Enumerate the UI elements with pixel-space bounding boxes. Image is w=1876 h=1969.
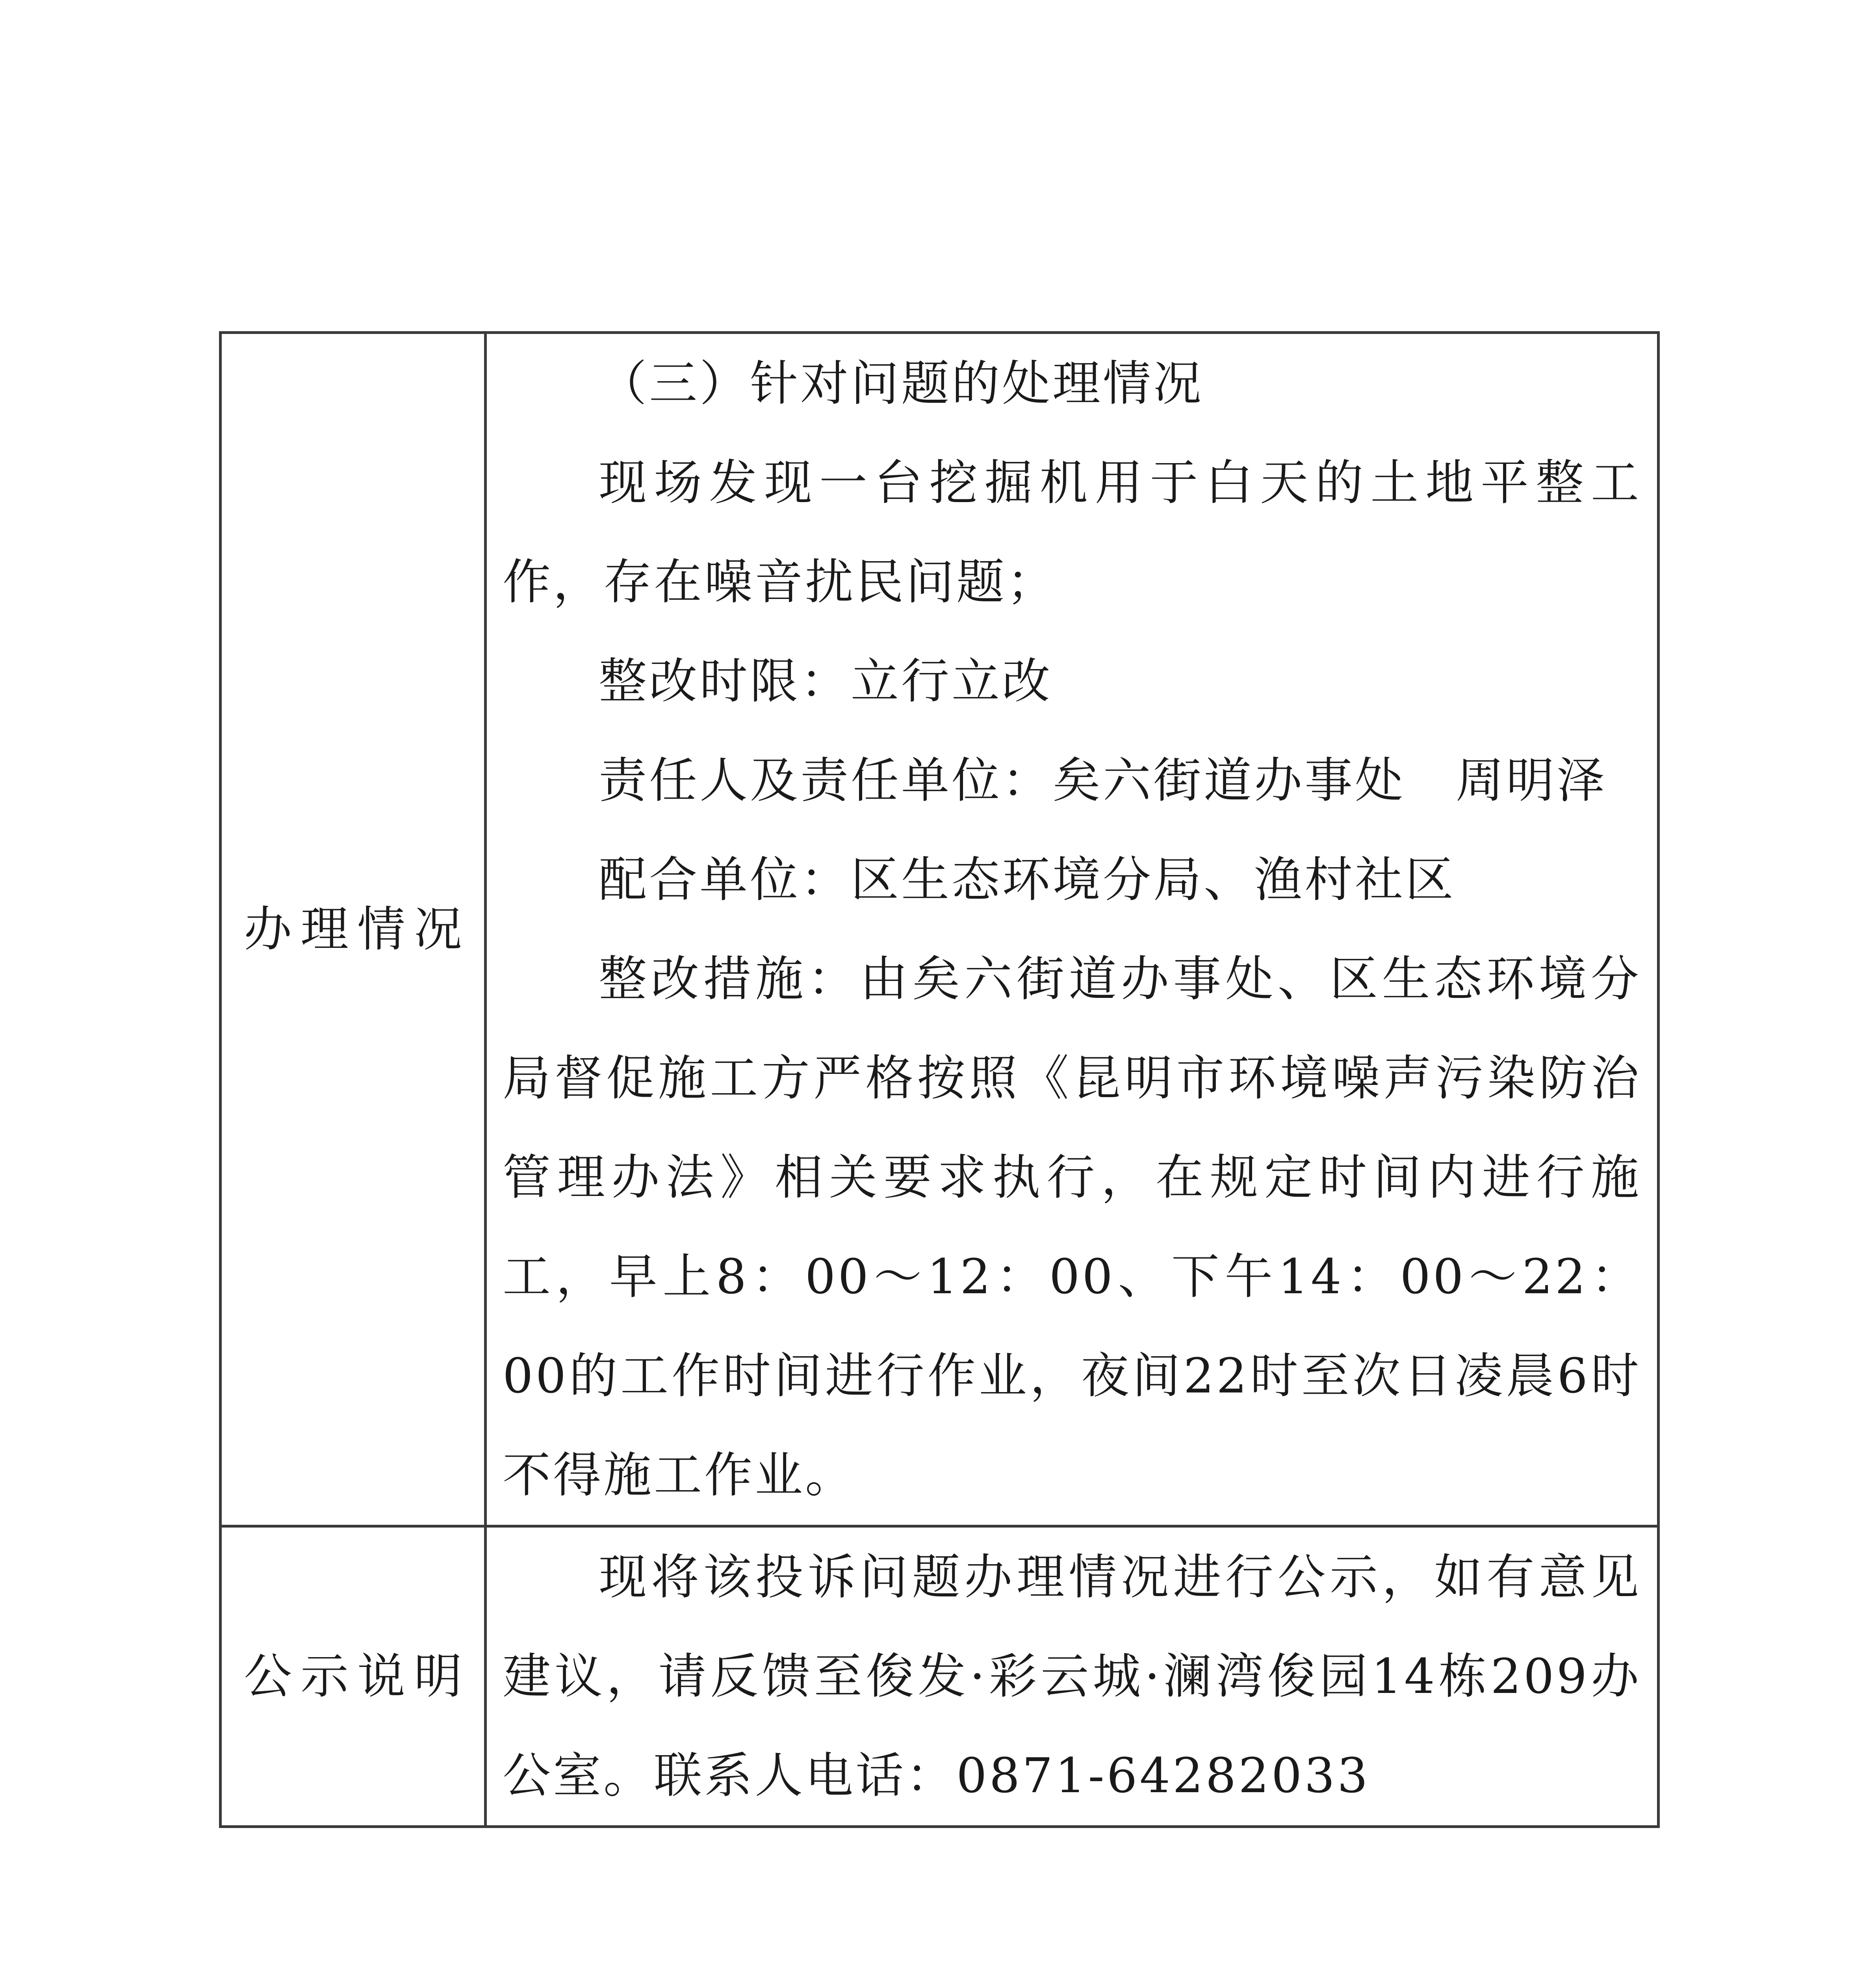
measures-paragraph: 整改措施：由矣六街道办事处、区生态环境分局督促施工方严格按照《昆明市环境噪声污染防治管理办法》相关要求执行，在规定时间内进行施工，早上8：00～12：00、下午14：00～22：00的工作时间进行作业，夜间22时至次日凌晨6时不得施工作业。 (503, 951, 1641, 1503)
notice-content-cell (486, 1526, 1659, 1827)
table-row-handling (221, 333, 1659, 1526)
deadline-paragraph: 整改时限：立行立改 (599, 653, 1052, 709)
handling-content-cell (486, 333, 1659, 1526)
section-heading: （三）针对问题的处理情况 (599, 356, 1204, 412)
handling-label-cell (221, 333, 486, 1526)
finding-paragraph: 现场发现一台挖掘机用于白天的土地平整工作，存在噪音扰民问题； (503, 455, 1641, 610)
responsible-paragraph: 责任人及责任单位：矣六街道办事处 周明泽 (599, 753, 1607, 808)
notice-label: 公示说明 (244, 1648, 471, 1704)
cooperating-paragraph: 配合单位：区生态环境分局、渔村社区 (599, 852, 1456, 908)
table-row-notice (221, 1526, 1659, 1827)
complaint-handling-table (219, 331, 1660, 1828)
notice-paragraph: 现将该投诉问题办理情况进行公示，如有意见建议，请反馈至俊发·彩云城·澜湾俊园14栋209办公室。联系人电话：0871-64282033 (503, 1549, 1641, 1804)
handling-label: 办理情况 (244, 901, 471, 957)
notice-label-cell (221, 1526, 486, 1827)
